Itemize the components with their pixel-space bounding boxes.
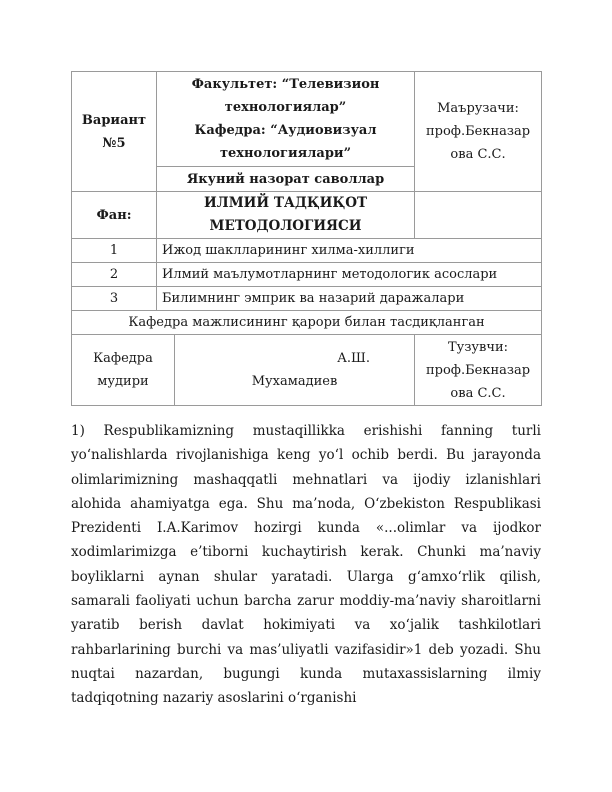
subject-name-line-1: ИЛМИЙ ТАДҚИҚОТ xyxy=(204,195,368,211)
subject-row xyxy=(72,192,542,239)
question-row xyxy=(72,287,542,311)
question-row xyxy=(72,263,542,287)
head-name-1: А.Ш. xyxy=(337,351,371,366)
lecturer-cell xyxy=(415,72,542,192)
subject-name-line-2: МЕТОДОЛОГИЯСИ xyxy=(209,218,362,234)
question-text: Билимнинг эмприк ва назарий даражалари xyxy=(157,287,542,311)
head-name-cell xyxy=(175,335,415,406)
faculty-line-2: технологиялар” xyxy=(224,100,347,115)
lecturer-name-2: ова С.С. xyxy=(450,147,506,162)
question-row xyxy=(72,239,542,263)
variant-cell xyxy=(72,72,157,192)
question-text: Илмий маълумотларнинг методологик асослари xyxy=(157,263,542,287)
question-text: Ижод шаклларининг хилма-хиллиги xyxy=(157,239,542,263)
compiler-label: Тузувчи: xyxy=(448,339,509,355)
variant-label: Вариант xyxy=(81,112,147,128)
approval-text: Кафедра мажлисининг қарори билан тасдиқланган xyxy=(72,311,542,335)
variant-number: №5 xyxy=(102,135,126,151)
head-label-1: Кафедра xyxy=(93,351,153,366)
final-control-cell xyxy=(157,167,415,192)
faculty-line-1: Факультет: “Телевизион xyxy=(191,77,380,92)
faculty-department-cell xyxy=(157,72,415,167)
question-number: 1 xyxy=(72,239,157,263)
subject-label: Фан: xyxy=(96,207,132,223)
subject-label-cell xyxy=(72,192,157,239)
question-number: 2 xyxy=(72,263,157,287)
head-name-2: Мухамадиев xyxy=(251,374,338,389)
final-control-label: Якуний назорат саволлар xyxy=(186,171,385,187)
head-label-2: мудири xyxy=(97,374,149,389)
approval-row xyxy=(72,311,542,335)
exam-ticket-table xyxy=(71,71,542,406)
question-number: 3 xyxy=(72,287,157,311)
signature-row xyxy=(72,335,542,406)
compiler-cell xyxy=(415,335,542,406)
compiler-name-1: проф.Бекназар xyxy=(425,362,531,378)
body-paragraph: 1) Respublikamizning mustaqillikka erishishi fanning turli yo‘nalishlarda rivojlanishiga keng yo‘l ochib berdi. Bu jarayonda olimlarimizning mashaqqatli mehnatlari va ijodiy izlanishlari alohida ahamiyatga ega. Shu ma’noda, O‘zbekiston Respublikasi Prezidenti I.A.Karimov hozirgi kunda «...olimlar va ijodkor xodimlarimizga e’tiborni kuchaytirish kerak. Chunki ma’naviy boyliklarni aynan shular yaratadi. Ularga g‘amxo‘rlik qilish, samarali faoliyati uchun barcha zarur moddiy-ma’naviy sharoitlarni yaratib berish davlat hokimiyati va xo‘jalik tashkilotlari rahbarlarining burchi va mas’uliyatli vazifasidir»1 deb yozadi. Shu nuqtai nazardan, bugungi kunda mutaxassislarning ilmiy tadqiqotning nazariy asoslarini o‘rganishi xyxy=(71,423,541,707)
subject-empty-cell xyxy=(415,192,542,239)
lecturer-name-1: проф.Бекназар xyxy=(425,124,531,139)
department-line-2: технологиялари” xyxy=(219,146,352,161)
head-label-cell xyxy=(72,335,175,406)
department-line-1: Кафедра: “Аудиовизуал xyxy=(194,123,377,138)
subject-name-cell xyxy=(157,192,415,239)
lecturer-label: Маърузачи: xyxy=(437,101,519,116)
compiler-name-2: ова С.С. xyxy=(450,385,506,401)
header-row xyxy=(72,72,542,167)
